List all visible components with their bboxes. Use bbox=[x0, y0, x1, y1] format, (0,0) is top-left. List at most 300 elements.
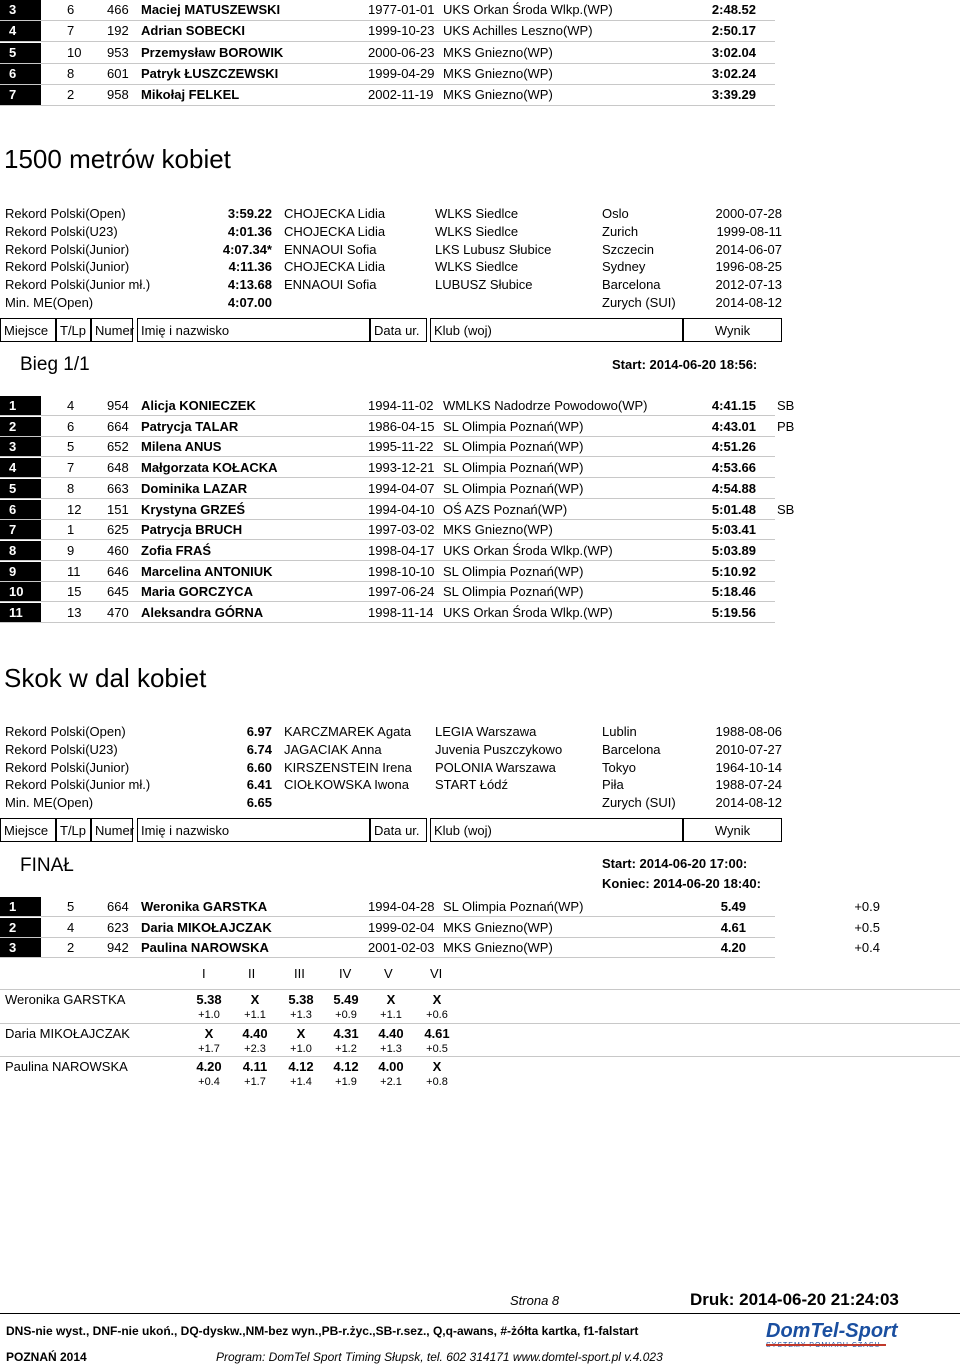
club-name: SL Olimpia Poznań(WP) bbox=[443, 899, 584, 914]
place-cell: 3 bbox=[0, 437, 41, 456]
header-dob: Data ur. bbox=[370, 318, 427, 342]
record-club: LUBUSZ Słubice bbox=[435, 277, 533, 293]
attempt-athlete: Weronika GARSTKA bbox=[5, 992, 126, 1007]
athlete-name: Patrycja BRUCH bbox=[141, 522, 243, 538]
record-value: 6.41 bbox=[246, 777, 272, 793]
result-cell: 5:01.48 bbox=[711, 501, 756, 517]
birth-date: 1999-02-04 bbox=[368, 919, 435, 935]
place-cell: 3 bbox=[0, 0, 41, 20]
lp-cell: 12 bbox=[67, 501, 82, 517]
wind-cell: +0.9 bbox=[854, 899, 880, 914]
lp-cell: 4 bbox=[67, 919, 75, 935]
lp-cell: 13 bbox=[67, 605, 82, 620]
birth-date: 1999-10-23 bbox=[368, 23, 435, 38]
club-name: SL Olimpia Poznań(WP) bbox=[443, 563, 584, 579]
place-cell: 9 bbox=[0, 562, 41, 581]
header-lp: T/Lp bbox=[56, 818, 91, 842]
record-row bbox=[0, 723, 782, 741]
attempt-wind: +1.1 bbox=[244, 1009, 266, 1021]
attempt-wind: +1.1 bbox=[380, 1009, 402, 1021]
attempt-mark: 4.31 bbox=[333, 1025, 359, 1041]
bib-cell: 646 bbox=[107, 563, 129, 579]
bib-cell: 953 bbox=[107, 45, 129, 60]
column-header-1500m bbox=[0, 318, 782, 344]
record-holder: CHOJECKA Lidia bbox=[284, 206, 386, 221]
bib-cell: 663 bbox=[107, 480, 129, 496]
attempt-mark: X bbox=[432, 1059, 442, 1074]
club-name: SL Olimpia Poznań(WP) bbox=[443, 439, 584, 455]
record-place: Zurich bbox=[602, 223, 639, 239]
table-row bbox=[0, 43, 775, 64]
record-value: 4:11.36 bbox=[228, 259, 272, 275]
attempt-wind: +1.2 bbox=[335, 1042, 357, 1055]
bib-cell: 601 bbox=[107, 66, 129, 81]
attempt-wind: +2.1 bbox=[380, 1076, 402, 1088]
club-name: SL Olimpia Poznań(WP) bbox=[443, 460, 584, 476]
result-cell: 3:02.04 bbox=[711, 45, 756, 60]
record-place: Piła bbox=[602, 777, 624, 793]
result-cell: 4:54.88 bbox=[711, 480, 756, 496]
record-holder: KIRSZENSTEIN Irena bbox=[284, 759, 412, 775]
club-name: WMLKS Nadodrze Powodowo(WP) bbox=[443, 398, 648, 413]
bib-cell: 466 bbox=[107, 2, 129, 17]
record-type: Rekord Polski(U23) bbox=[5, 223, 118, 239]
attempt-mark: 4.12 bbox=[288, 1059, 314, 1074]
record-type: Min. ME(Open) bbox=[5, 795, 94, 811]
athlete-name: Alicja KONIECZEK bbox=[141, 398, 256, 413]
lp-cell: 7 bbox=[67, 460, 75, 476]
lp-cell: 10 bbox=[67, 45, 82, 60]
place-cell: 6 bbox=[0, 64, 41, 84]
footer-program: Program: DomTel Sport Timing Słupsk, tel. 602 314171 www.domtel-sport.pl v.4.023 bbox=[216, 1350, 663, 1364]
result-cell: 4.61 bbox=[720, 919, 746, 935]
bib-cell: 648 bbox=[107, 460, 129, 476]
footer-divider bbox=[0, 1313, 960, 1314]
birth-date: 2001-02-03 bbox=[368, 940, 435, 956]
heat-label: Bieg 1/1 bbox=[20, 354, 90, 375]
place-cell: 10 bbox=[0, 582, 41, 601]
record-row bbox=[0, 223, 782, 241]
athlete-name: Małgorzata KOŁACKA bbox=[141, 460, 278, 476]
record-holder: KARCZMAREK Agata bbox=[284, 724, 412, 739]
note-cell: SB bbox=[777, 398, 795, 413]
attempt-wind: +1.3 bbox=[290, 1009, 312, 1021]
header-place: Miejsce bbox=[0, 318, 56, 342]
record-club: POLONIA Warszawa bbox=[435, 759, 556, 775]
result-cell: 4:41.15 bbox=[711, 398, 756, 413]
record-type: Rekord Polski(Junior mł.) bbox=[5, 777, 151, 793]
table-row bbox=[0, 417, 795, 437]
place-cell: 1 bbox=[0, 396, 41, 415]
attempt-mark: 4.00 bbox=[378, 1059, 404, 1074]
page-number: Strona 8 bbox=[510, 1293, 560, 1308]
result-cell: 4:51.26 bbox=[711, 439, 756, 455]
header-number: Numer bbox=[91, 318, 133, 342]
result-cell: 2:50.17 bbox=[711, 23, 756, 38]
lp-cell: 6 bbox=[67, 418, 75, 434]
record-row bbox=[0, 294, 782, 312]
club-name: UKS Achilles Leszno(WP) bbox=[443, 23, 593, 38]
start-time: Start: 2014-06-20 18:56: bbox=[612, 357, 758, 372]
final-label: FINAŁ bbox=[20, 855, 74, 876]
record-holder: ENNAOUI Sofia bbox=[284, 277, 377, 293]
birth-date: 1994-04-28 bbox=[368, 899, 435, 914]
header-name: Imię i nazwisko bbox=[137, 818, 370, 842]
birth-date: 1994-04-10 bbox=[368, 501, 435, 517]
club-name: SL Olimpia Poznań(WP) bbox=[443, 480, 584, 496]
lp-cell: 4 bbox=[67, 398, 75, 413]
lp-cell: 2 bbox=[67, 87, 75, 102]
record-type: Rekord Polski(Junior mł.) bbox=[5, 277, 151, 293]
place-cell: 7 bbox=[0, 85, 41, 105]
footer-legend: DNS-nie wyst., DNF-nie ukoń., DQ-dyskw.,NM-bez wyn.,PB-r.życ.,SB-r.sez., Q,q-awans, #-żółta kartka, f1-falstart bbox=[6, 1324, 639, 1338]
record-date: 2014-08-12 bbox=[715, 795, 782, 811]
athlete-name: Marcelina ANTONIUK bbox=[141, 563, 273, 579]
record-place: Sydney bbox=[602, 259, 646, 275]
bib-cell: 151 bbox=[107, 501, 129, 517]
record-row bbox=[0, 241, 782, 259]
attempt-mark: 4.20 bbox=[196, 1059, 222, 1074]
attempt-mark: 4.12 bbox=[333, 1059, 359, 1074]
record-date: 2012-07-13 bbox=[715, 277, 782, 293]
birth-date: 1994-04-07 bbox=[368, 480, 435, 496]
attempt-label: IV bbox=[339, 966, 352, 981]
record-club: WLKS Siedlce bbox=[435, 206, 519, 221]
header-number: Numer bbox=[91, 818, 133, 842]
birth-date: 1998-11-14 bbox=[368, 605, 434, 620]
record-date: 1999-08-11 bbox=[716, 223, 782, 239]
birth-date: 2000-06-23 bbox=[368, 45, 435, 60]
bib-cell: 645 bbox=[107, 584, 129, 600]
record-row bbox=[0, 759, 782, 777]
birth-date: 1998-10-10 bbox=[368, 563, 435, 579]
attempt-mark: 4.40 bbox=[242, 1025, 268, 1041]
lp-cell: 5 bbox=[67, 899, 75, 914]
bib-cell: 664 bbox=[107, 418, 129, 434]
attempt-mark: 4.40 bbox=[378, 1025, 404, 1041]
result-cell: 5:10.92 bbox=[711, 563, 756, 579]
record-date: 1988-07-24 bbox=[715, 777, 782, 793]
record-type: Min. ME(Open) bbox=[5, 295, 94, 310]
attempt-wind: +0.9 bbox=[335, 1009, 357, 1021]
record-place: Szczecin bbox=[602, 241, 655, 257]
lp-cell: 9 bbox=[67, 542, 75, 558]
lp-cell: 2 bbox=[67, 940, 75, 956]
attempt-label: VI bbox=[430, 966, 443, 981]
record-club: LKS Lubusz Słubice bbox=[435, 241, 552, 257]
lp-cell: 15 bbox=[67, 584, 82, 600]
attempt-label: III bbox=[294, 966, 305, 981]
header-club: Klub (woj) bbox=[430, 318, 683, 342]
attempt-divider bbox=[0, 1056, 960, 1057]
athlete-name: Adrian SOBECKI bbox=[141, 23, 246, 38]
record-club: START Łódź bbox=[435, 777, 508, 793]
place-cell: 4 bbox=[0, 458, 41, 477]
record-row bbox=[0, 741, 782, 759]
athlete-name: Patrycja TALAR bbox=[141, 418, 239, 434]
result-cell: 5:03.89 bbox=[711, 542, 756, 558]
place-cell: 11 bbox=[0, 603, 41, 622]
attempt-divider bbox=[0, 989, 960, 990]
record-date: 1996-08-25 bbox=[715, 259, 782, 275]
record-type: Rekord Polski(Open) bbox=[5, 724, 126, 739]
record-club: LEGIA Warszawa bbox=[435, 724, 537, 739]
club-name: MKS Gniezno(WP) bbox=[443, 66, 553, 81]
birth-date: 1999-04-29 bbox=[368, 66, 435, 81]
athlete-name: Daria MIKOŁAJCZAK bbox=[141, 919, 272, 935]
start-time-final: Start: 2014-06-20 17:00: bbox=[602, 856, 748, 871]
header-result: Wynik bbox=[683, 318, 782, 342]
attempt-mark: 4.61 bbox=[424, 1025, 450, 1041]
place-cell: 7 bbox=[0, 520, 41, 539]
record-club: Juvenia Puszczykowo bbox=[435, 741, 563, 757]
attempt-label: I bbox=[202, 966, 206, 981]
record-type: Rekord Polski(U23) bbox=[5, 741, 118, 757]
lp-cell: 8 bbox=[67, 66, 75, 81]
birth-date: 1995-11-22 bbox=[368, 439, 434, 455]
table-row bbox=[0, 437, 775, 457]
column-header-long-jump bbox=[0, 818, 782, 844]
record-place: Oslo bbox=[602, 206, 629, 221]
record-value: 6.97 bbox=[246, 724, 272, 739]
table-row bbox=[0, 520, 775, 540]
bib-cell: 470 bbox=[107, 605, 129, 620]
header-place: Miejsce bbox=[0, 818, 56, 842]
attempt-wind: +1.9 bbox=[335, 1076, 357, 1088]
wind-cell: +0.5 bbox=[854, 919, 880, 935]
attempt-wind: +0.6 bbox=[426, 1009, 448, 1021]
athlete-name: Maria GORCZYCA bbox=[141, 584, 253, 600]
birth-date: 1993-12-21 bbox=[368, 460, 435, 476]
record-value: 4:07.34* bbox=[222, 241, 272, 257]
birth-date: 2002-11-19 bbox=[368, 87, 434, 102]
section-title-long-jump: Skok w dal kobiet bbox=[4, 663, 207, 693]
bib-cell: 954 bbox=[107, 398, 129, 413]
place-cell: 5 bbox=[0, 479, 41, 498]
club-name: UKS Orkan Środa Wlkp.(WP) bbox=[443, 605, 613, 620]
record-value: 4:01.36 bbox=[227, 223, 272, 239]
record-holder: JAGACIAK Anna bbox=[284, 741, 382, 757]
record-type: Rekord Polski(Junior) bbox=[5, 759, 130, 775]
attempt-mark: X bbox=[432, 992, 442, 1007]
note-cell: SB bbox=[777, 501, 795, 517]
attempt-mark: X bbox=[386, 992, 396, 1007]
place-cell: 2 bbox=[0, 417, 41, 436]
record-club: WLKS Siedlce bbox=[435, 223, 519, 239]
table-row bbox=[0, 0, 775, 21]
result-cell: 3:02.24 bbox=[711, 66, 756, 81]
bib-cell: 942 bbox=[107, 940, 129, 956]
section-title-1500m: 1500 metrów kobiet bbox=[4, 144, 231, 174]
header-club: Klub (woj) bbox=[430, 818, 683, 842]
club-name: MKS Gniezno(WP) bbox=[443, 87, 553, 102]
athlete-name: Milena ANUS bbox=[141, 439, 222, 455]
birth-date: 1994-11-02 bbox=[368, 398, 434, 413]
attempt-wind: +2.3 bbox=[244, 1042, 266, 1055]
record-value: 6.60 bbox=[246, 759, 272, 775]
header-dob: Data ur. bbox=[370, 818, 427, 842]
record-club: WLKS Siedlce bbox=[435, 259, 519, 275]
attempt-wind: +1.0 bbox=[290, 1042, 312, 1055]
attempt-wind: +0.4 bbox=[198, 1076, 220, 1088]
table-row bbox=[0, 21, 775, 42]
result-cell: 3:39.29 bbox=[711, 87, 756, 102]
result-cell: 4:53.66 bbox=[711, 460, 756, 476]
record-value: 4:13.68 bbox=[227, 277, 272, 293]
record-type: Rekord Polski(Open) bbox=[5, 206, 126, 221]
record-value: 4:07.00 bbox=[227, 295, 272, 310]
lp-cell: 8 bbox=[67, 480, 75, 496]
attempt-mark: X bbox=[296, 1025, 306, 1041]
record-date: 2010-07-27 bbox=[715, 741, 782, 757]
table-row bbox=[0, 500, 795, 520]
attempt-wind: +0.5 bbox=[426, 1042, 448, 1055]
record-row bbox=[0, 258, 782, 276]
record-value: 6.65 bbox=[246, 795, 272, 811]
record-holder: ENNAOUI Sofia bbox=[284, 241, 377, 257]
lp-cell: 7 bbox=[67, 23, 75, 38]
record-place: Barcelona bbox=[602, 277, 661, 293]
birth-date: 1997-03-02 bbox=[368, 522, 435, 538]
club-name: MKS Gniezno(WP) bbox=[443, 940, 553, 956]
athlete-name: Mikołaj FELKEL bbox=[141, 87, 240, 102]
record-place: Lublin bbox=[602, 724, 637, 739]
place-cell: 5 bbox=[0, 43, 41, 63]
logo-text: DomTel-Sport bbox=[766, 1320, 898, 1342]
record-date: 2000-07-28 bbox=[715, 206, 782, 221]
domtel-logo bbox=[766, 1320, 926, 1356]
bib-cell: 623 bbox=[107, 919, 129, 935]
birth-date: 1986-04-15 bbox=[368, 418, 435, 434]
attempt-mark: 5.38 bbox=[196, 992, 222, 1007]
result-cell: 5:18.46 bbox=[711, 584, 756, 600]
result-cell: 4.20 bbox=[720, 940, 746, 956]
record-holder: CHOJECKA Lidia bbox=[284, 223, 386, 239]
athlete-name: Paulina NAROWSKA bbox=[141, 940, 269, 956]
table-row bbox=[0, 938, 880, 958]
club-name: UKS Orkan Środa Wlkp.(WP) bbox=[443, 542, 613, 558]
record-date: 2014-08-12 bbox=[715, 295, 782, 310]
print-date: Druk: 2014-06-20 21:24:03 bbox=[690, 1290, 899, 1309]
record-place: Tokyo bbox=[602, 759, 636, 775]
table-row bbox=[0, 582, 775, 602]
record-holder: CIOŁKOWSKA Iwona bbox=[284, 777, 409, 793]
attempt-mark: X bbox=[250, 992, 260, 1007]
end-time-final: Koniec: 2014-06-20 18:40: bbox=[602, 876, 761, 891]
record-place: Zurych (SUI) bbox=[602, 295, 676, 310]
club-name: SL Olimpia Poznań(WP) bbox=[443, 418, 584, 434]
header-lp: T/Lp bbox=[56, 318, 91, 342]
attempt-wind: +0.8 bbox=[426, 1076, 448, 1088]
attempt-label: V bbox=[384, 966, 393, 981]
place-cell: 2 bbox=[0, 918, 41, 937]
athlete-name: Maciej MATUSZEWSKI bbox=[141, 2, 281, 17]
table-row bbox=[0, 396, 795, 416]
attempt-mark: 4.11 bbox=[242, 1059, 268, 1074]
attempt-mark: X bbox=[204, 1025, 214, 1041]
birth-date: 1997-06-24 bbox=[368, 584, 435, 600]
header-name: Imię i nazwisko bbox=[137, 318, 370, 342]
lp-cell: 6 bbox=[67, 2, 75, 17]
bib-cell: 664 bbox=[107, 899, 129, 914]
result-cell: 5:19.56 bbox=[711, 605, 756, 620]
table-row bbox=[0, 85, 775, 106]
record-row bbox=[0, 205, 782, 223]
place-cell: 8 bbox=[0, 541, 41, 560]
attempt-athlete: Paulina NAROWSKA bbox=[5, 1059, 128, 1074]
bib-cell: 625 bbox=[107, 522, 129, 538]
record-holder: CHOJECKA Lidia bbox=[284, 259, 386, 275]
attempt-label: II bbox=[248, 966, 256, 981]
record-date: 1988-08-06 bbox=[715, 724, 782, 739]
bib-cell: 958 bbox=[107, 87, 129, 102]
place-cell: 4 bbox=[0, 21, 41, 41]
result-cell: 2:48.52 bbox=[711, 2, 756, 17]
athlete-name: Krystyna GRZEŚ bbox=[141, 501, 246, 517]
club-name: MKS Gniezno(WP) bbox=[443, 919, 553, 935]
attempt-wind: +1.3 bbox=[380, 1042, 402, 1055]
record-value: 6.74 bbox=[246, 741, 272, 757]
record-row bbox=[0, 276, 782, 294]
footer-city: POZNAŃ 2014 bbox=[6, 1350, 87, 1364]
athlete-name: Zofia FRAŚ bbox=[141, 542, 212, 558]
attempt-mark: 5.38 bbox=[288, 992, 314, 1007]
lp-cell: 11 bbox=[67, 563, 81, 579]
attempt-wind: +1.7 bbox=[244, 1076, 266, 1088]
lp-cell: 5 bbox=[67, 439, 75, 455]
birth-date: 1977-01-01 bbox=[368, 2, 435, 17]
record-type: Rekord Polski(Junior) bbox=[5, 259, 130, 275]
table-row bbox=[0, 458, 775, 478]
table-row bbox=[0, 603, 775, 623]
bib-cell: 652 bbox=[107, 439, 129, 455]
record-row bbox=[0, 794, 782, 812]
club-name: UKS Orkan Środa Wlkp.(WP) bbox=[443, 2, 613, 17]
birth-date: 1998-04-17 bbox=[368, 542, 435, 558]
table-row bbox=[0, 479, 775, 499]
place-cell: 3 bbox=[0, 938, 41, 957]
attempt-wind: +1.0 bbox=[198, 1009, 220, 1021]
bib-cell: 460 bbox=[107, 542, 129, 558]
table-row bbox=[0, 562, 775, 582]
record-date: 2014-06-07 bbox=[715, 241, 782, 257]
result-cell: 4:43.01 bbox=[711, 418, 756, 434]
table-row bbox=[0, 918, 880, 938]
table-row bbox=[0, 897, 880, 917]
result-cell: 5.49 bbox=[720, 899, 746, 914]
club-name: SL Olimpia Poznań(WP) bbox=[443, 584, 584, 600]
athlete-name: Dominika LAZAR bbox=[141, 480, 248, 496]
place-cell: 1 bbox=[0, 897, 41, 916]
attempt-divider bbox=[0, 1023, 960, 1024]
club-name: OŚ AZS Poznań(WP) bbox=[443, 501, 568, 517]
attempt-mark: 5.49 bbox=[333, 992, 359, 1007]
note-cell: PB bbox=[777, 418, 795, 434]
logo-swoosh bbox=[766, 1344, 886, 1346]
attempt-wind: +1.7 bbox=[198, 1042, 220, 1055]
result-cell: 5:03.41 bbox=[711, 522, 756, 538]
table-row bbox=[0, 541, 775, 561]
athlete-name: Przemysław BOROWIK bbox=[141, 45, 284, 60]
record-place: Barcelona bbox=[602, 741, 661, 757]
record-value: 3:59.22 bbox=[227, 206, 272, 221]
wind-cell: +0.4 bbox=[854, 940, 880, 956]
place-cell: 6 bbox=[0, 500, 41, 519]
athlete-name: Aleksandra GÓRNA bbox=[141, 605, 264, 620]
athlete-name: Patryk ŁUSZCZEWSKI bbox=[141, 66, 279, 81]
lp-cell: 1 bbox=[67, 522, 75, 538]
record-date: 1964-10-14 bbox=[715, 759, 782, 775]
